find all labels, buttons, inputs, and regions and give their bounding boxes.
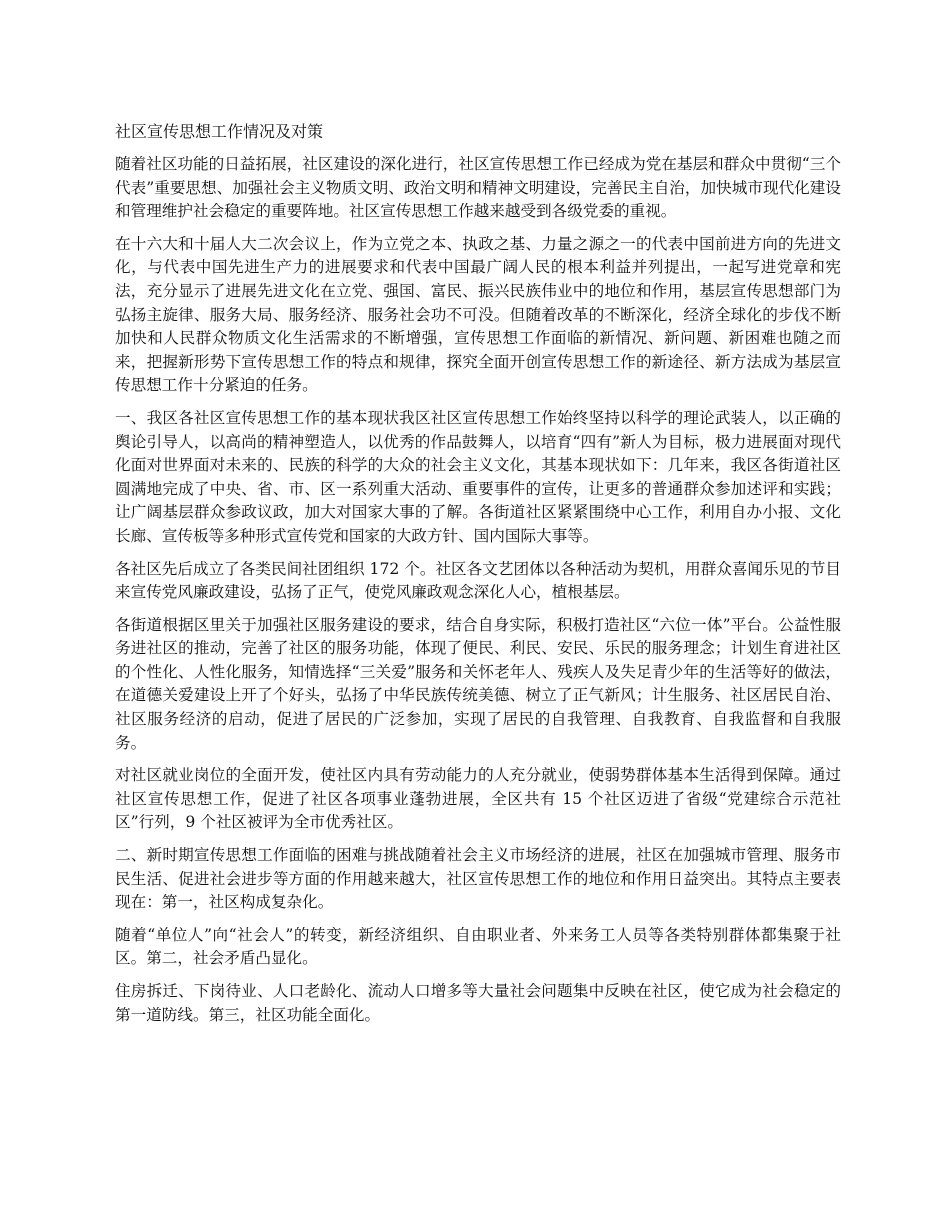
paragraph: 二、新时期宣传思想工作面临的困难与挑战随着社会主义市场经济的进展，社区在加强城市管理、服务市民生活、促进社会进步等方面的作用越来越大，社区宣传思想工作的地位和作用日益突出。其特点主要表现在：第一，社区构成复杂化。 (115, 846, 841, 912)
paragraph: 随着社区功能的日益拓展，社区建设的深化进行，社区宣传思想工作已经成为党在基层和群众中贯彻“三个代表”重要思想、加强社会主义物质文明、政治文明和精神文明建设，完善民主自治，加快城市现代化建设和管理维护社会稳定的重要阵地。社区宣传思想工作越来越受到各级党委的重视。 (115, 155, 841, 221)
paragraph: 一、我区各社区宣传思想工作的基本现状我区社区宣传思想工作始终坚持以科学的理论武装人，以正确的舆论引导人，以高尚的精神塑造人，以优秀的作品鼓舞人，以培育“四有”新人为目标，极力进展面对现代化面对世界面对未来的、民族的科学的大众的社会主义文化，其基本现状如下：几年来，我区各街道社区圆满地完成了中央、省、市、区一系列重大活动、重要事件的宣传，让更多的普通群众参加述评和实践；让广阔基层群众参政议政，加大对国家大事的了解。各街道社区紧紧围绕中心工作，利用自办小报、文化长廊、宣传板等多种形式宣传党和国家的大政方针、国内国际大事等。 (115, 408, 841, 545)
paragraph: 随着“单位人”向“社会人”的转变，新经济组织、自由职业者、外来务工人员等各类特别群体都集聚于社区。第二，社会矛盾凸显化。 (115, 925, 841, 968)
paragraph: 各街道根据区里关于加强社区服务建设的要求，结合自身实际，积极打造社区“六位一体”平台。公益性服务进社区的推动，完善了社区的服务功能，体现了便民、利民、安民、乐民的服务理念；计划生育进社区的个性化、人性化服务，知情选择“三关爱”服务和关怀老年人、残疾人及失足青少年的生活等好的做法，在道德关爱建设上开了个好头，弘扬了中华民族传统美德、树立了正气新风；计生服务、社区居民自治、社区服务经济的启动，促进了居民的广泛参加，实现了居民的自我管理、自我教育、自我监督和自我服务。 (115, 615, 841, 752)
paragraph: 各社区先后成立了各类民间社团组织 172 个。社区各文艺团体以各种活动为契机，用群众喜闻乐见的节目来宣传党风廉政建设，弘扬了正气，使党风廉政观念深化人心，植根基层。 (115, 559, 841, 602)
paragraph: 对社区就业岗位的全面开发，使社区内具有劳动能力的人充分就业，使弱势群体基本生活得到保障。通过社区宣传思想工作，促进了社区各项事业蓬勃进展，全区共有 15 个社区迈进了省级“党建综合示范社区”行列，9 个社区被评为全市优秀社区。 (115, 766, 841, 832)
document-title: 社区宣传思想工作情况及对策 (115, 122, 324, 141)
document-page (115, 120, 841, 1036)
paragraph: 在十六大和十届人大二次会议上，作为立党之本、执政之基、力量之源之一的代表中国前进方向的先进文化，与代表中国先进生产力的进展要求和代表中国最广阔人民的根本利益并列提出，一起写进党章和宪法，充分显示了进展先进文化在立党、强国、富民、振兴民族伟业中的地位和作用，基层宣传思想部门为弘扬主旋律、服务大局、服务经济、服务社会功不可没。但随着改革的不断深化，经济全球化的步伐不断加快和人民群众物质文化生活需求的不断增强，宣传思想工作面临的新情况、新问题、新困难也随之而来，把握新形势下宣传思想工作的特点和规律，探究全面开创宣传思想工作的新途径、新方法成为基层宣传思想工作十分紧迫的任务。 (115, 234, 841, 395)
paragraph: 住房拆迁、下岗待业、人口老龄化、流动人口增多等大量社会问题集中反映在社区，使它成为社会稳定的第一道防线。第三，社区功能全面化。 (115, 982, 841, 1024)
